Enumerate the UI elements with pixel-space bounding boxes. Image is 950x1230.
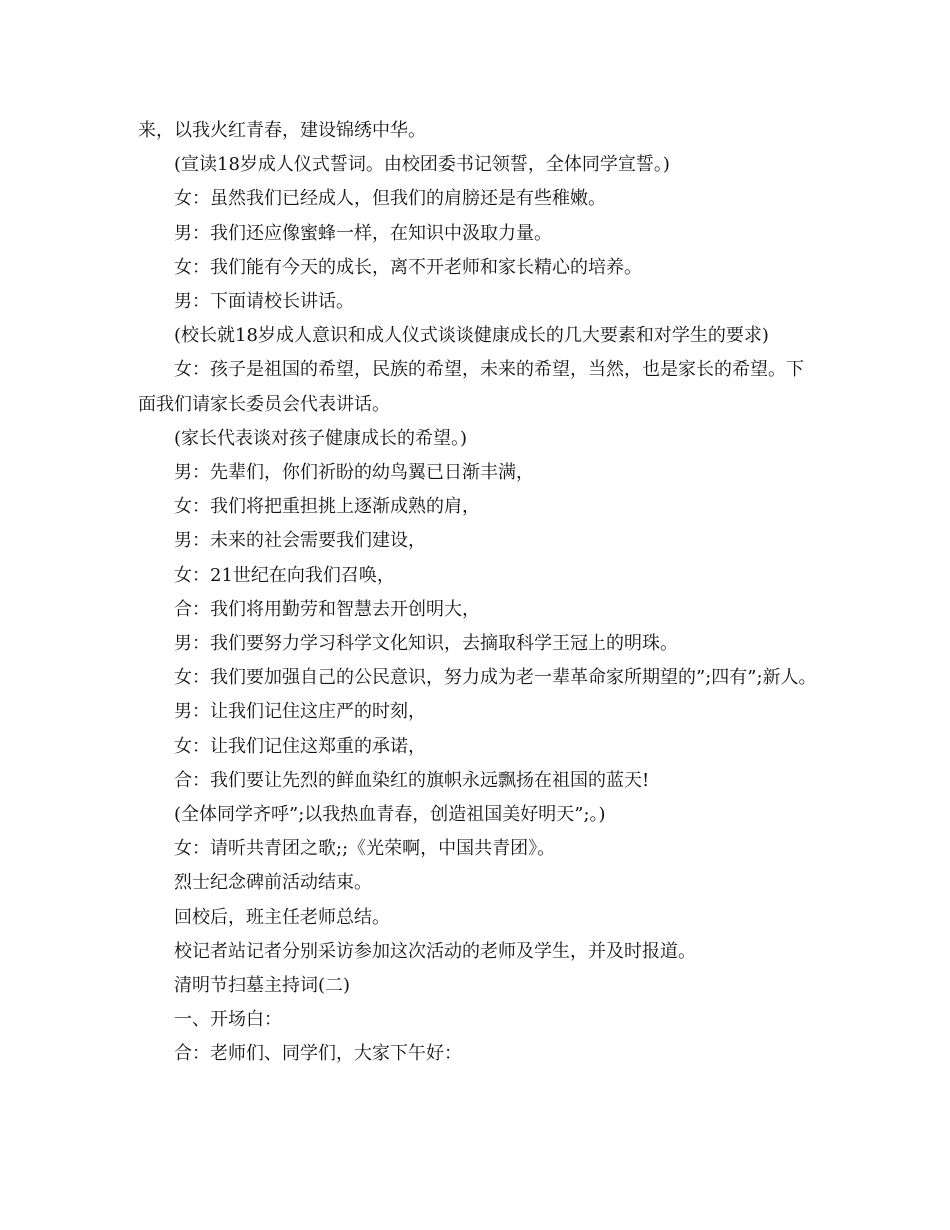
paragraph: 女：让我们记住这郑重的承诺， xyxy=(174,735,426,757)
paragraph: 男：我们还应像蜜蜂一样，在知识中汲取力量。 xyxy=(174,222,552,244)
paragraph: 女：我们要加强自己的公民意识，努力成为老一辈革命家所期望的”;四有”;新人。 xyxy=(174,667,817,689)
paragraph: 烈士纪念碑前活动结束。 xyxy=(174,872,372,894)
paragraph: 女：请听共青团之歌;;《光荣啊，中国共青团》。 xyxy=(174,838,556,860)
subsection-heading: 一、开场白： xyxy=(174,1009,282,1031)
paragraph: 女：我们将把重担挑上逐渐成熟的肩， xyxy=(174,496,480,518)
paragraph: (全体同学齐呼”;以我热血青春，创造祖国美好明天”;。) xyxy=(174,804,606,826)
document-body xyxy=(138,114,818,1072)
paragraph: 女：我们能有今天的成长，离不开老师和家长精心的培养。 xyxy=(174,256,642,278)
paragraph: (宣读18岁成人仪式誓词。由校团委书记领誓，全体同学宣誓。) xyxy=(174,154,670,176)
paragraph: (校长就18岁成人意识和成人仪式谈谈健康成长的几大要素和对学生的要求) xyxy=(174,325,769,347)
paragraph: 男：下面请校长讲话。 xyxy=(174,291,354,313)
paragraph: 男：先辈们，你们祈盼的幼鸟翼已日渐丰满， xyxy=(174,462,534,484)
paragraph: 女：孩子是祖国的希望，民族的希望，未来的希望，当然，也是家长的希望。下面我们请家长委员会代表讲话。 xyxy=(138,359,804,415)
section-heading: 清明节扫墓主持词(二) xyxy=(174,975,351,997)
paragraph: 男：让我们记住这庄严的时刻， xyxy=(174,701,426,723)
paragraph: 校记者站记者分别采访参加这次活动的老师及学生，并及时报道。 xyxy=(174,940,696,962)
paragraph: 男：我们要努力学习科学文化知识，去摘取科学王冠上的明珠。 xyxy=(174,633,678,655)
paragraph: 合：我们将用勤劳和智慧去开创明大， xyxy=(174,598,480,620)
paragraph: 来，以我火红青春，建设锦绣中华。 xyxy=(138,120,426,141)
paragraph: 回校后，班主任老师总结。 xyxy=(174,906,390,928)
paragraph: 男：未来的社会需要我们建设， xyxy=(174,530,426,552)
paragraph: 合：我们要让先烈的鲜血染红的旗帜永远飘扬在祖国的蓝天! xyxy=(174,769,650,791)
paragraph: (家长代表谈对孩子健康成长的希望。) xyxy=(174,427,468,449)
paragraph: 女：21世纪在向我们召唤， xyxy=(174,564,395,586)
paragraph: 女：虽然我们已经成人，但我们的肩膀还是有些稚嫩。 xyxy=(174,188,606,210)
paragraph: 合：老师们、同学们，大家下午好： xyxy=(174,1043,462,1065)
